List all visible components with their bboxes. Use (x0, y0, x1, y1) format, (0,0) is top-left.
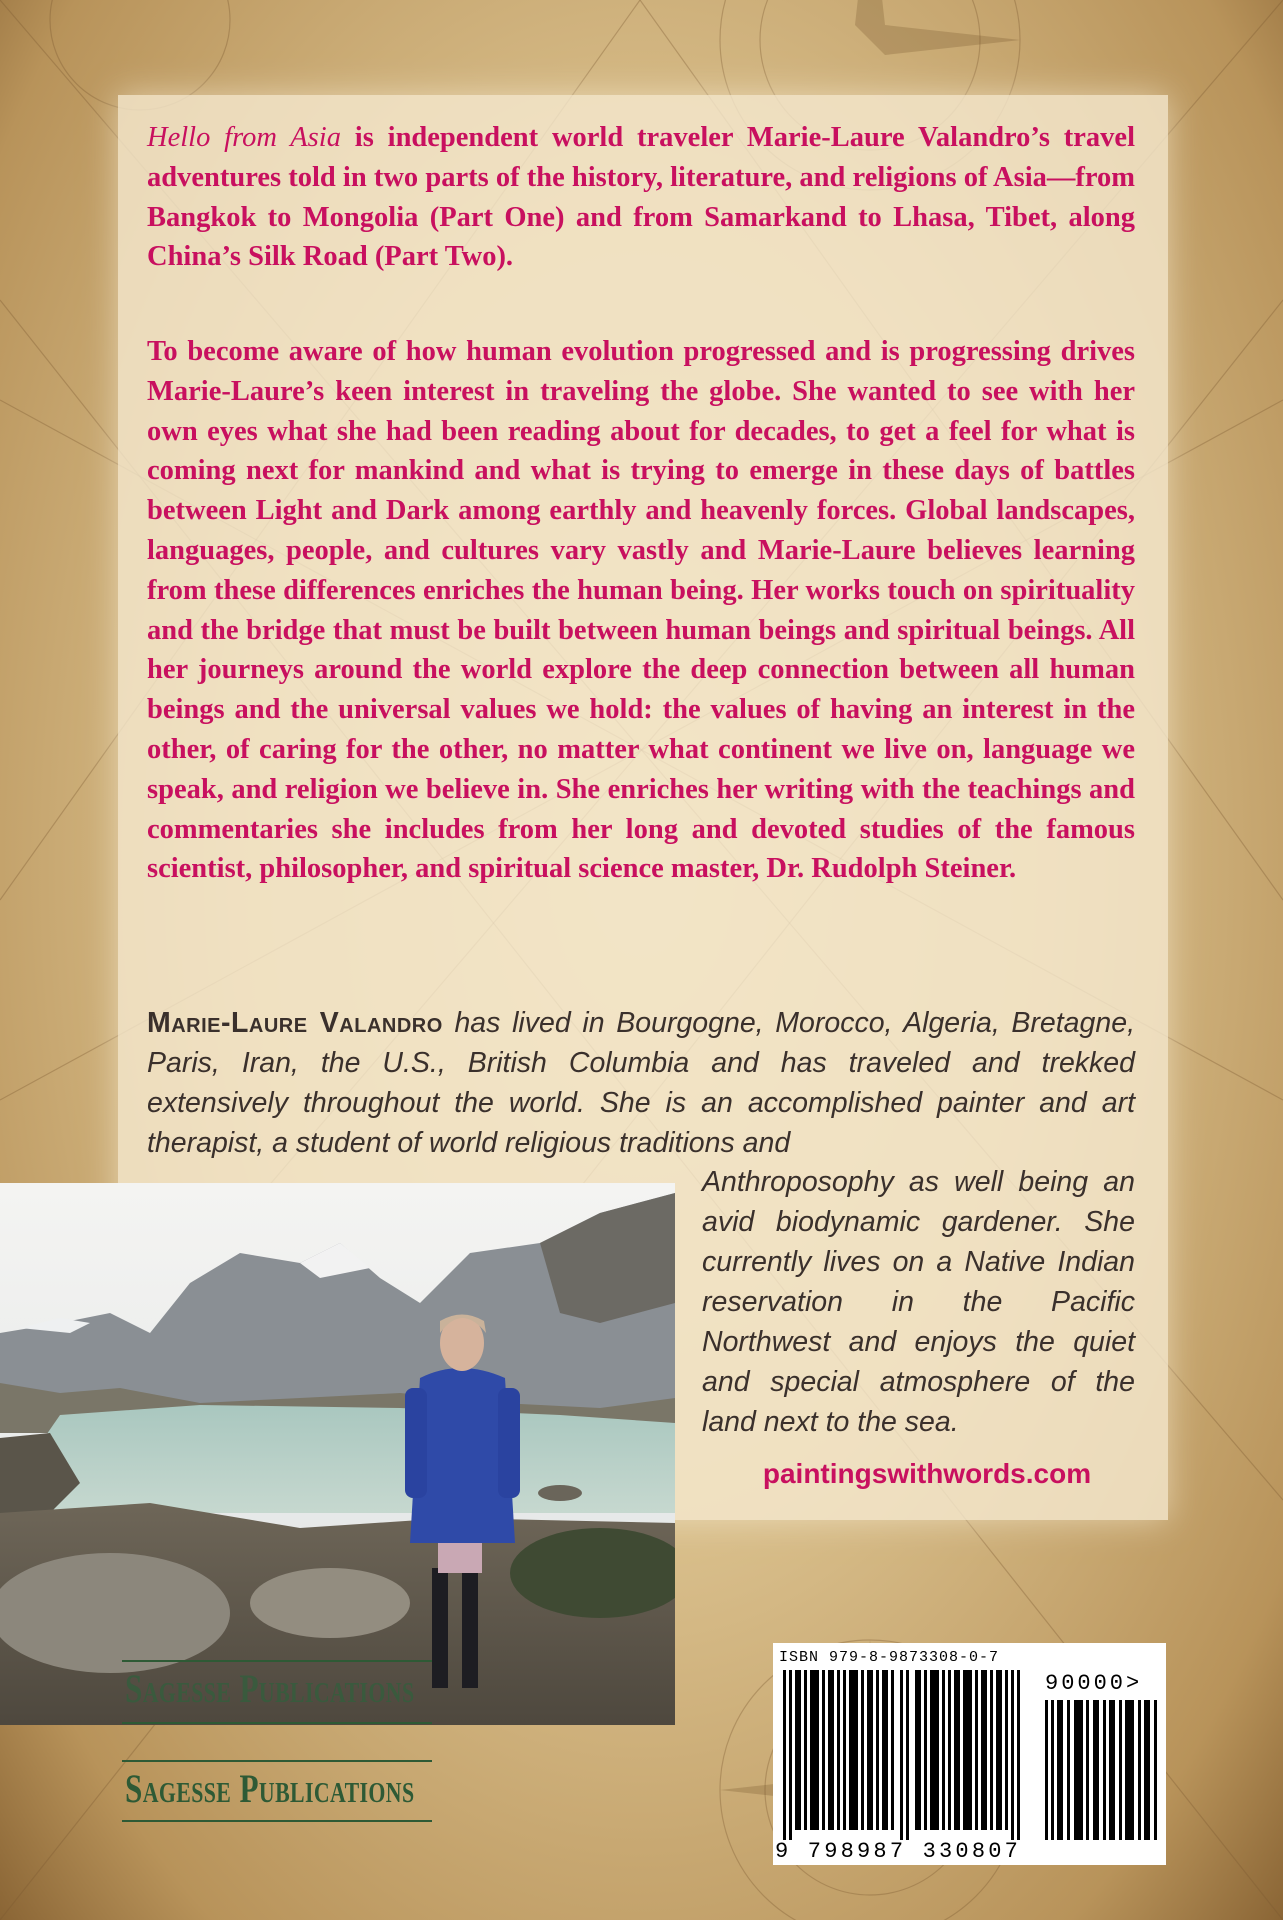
publisher-logo-faded: Sagesse Publications (125, 1666, 415, 1711)
publisher-rule-bottom (122, 1820, 432, 1822)
blurb-paragraph-1 (147, 118, 1135, 277)
publisher-rule-upper (122, 1760, 432, 1762)
book-title: Hello from Asia (147, 122, 341, 153)
isbn-label: ISBN 979-8-9873308-0-7 (779, 1649, 1000, 1666)
price-barcode (1045, 1700, 1160, 1840)
author-photo-image (0, 1183, 675, 1725)
ean-number: 9 798987 330807 (775, 1839, 1022, 1864)
ean-barcode (783, 1670, 1033, 1840)
publisher-rule-top (122, 1660, 432, 1662)
publisher-logo: Sagesse Publications (125, 1766, 415, 1811)
blurb-paragraph-1-text: is independent world traveler Marie-Laure Valandro’s travel adventures told in two parts of the history, literature, and religions of Asia—from Bangkok to Mongolia (Part One) and from Samarkand to Lhasa, Tibet, along China’s Silk Road (Part Two). (147, 122, 1135, 273)
author-bio (147, 1003, 1135, 1163)
author-name: Marie-Laure Valandro (147, 1007, 443, 1039)
author-bio-text: has lived in Bourgogne, Morocco, Algeria, Bretagne, Paris, Iran, the U.S., British Columbia and has traveled and trekked extensively throughout the world. She is an accomplished painter and art therapist, a student of world religious traditions and (147, 1007, 1135, 1159)
blurb-paragraph-2: To become aware of how human evolution progressed and is progressing drives Marie-Laure’s keen interest in traveling the globe. She wanted to see with her own eyes what she had been reading about for decades, to get a feel for what is coming next for mankind and what is trying to emerge in these days of battles between Light and Dark among earthly and heavenly forces. Global landscapes, languages, people, and cultures vary vastly and Marie-Laure believes learning from these differences enriches the human being. Her works touch on spirituality and the bridge that must be built between human beings and spiritual beings. All her journeys around the world explore the deep connection between all human beings and the universal values we hold: the values of having an interest in the other, of caring for the other, no matter what continent we live on, language we speak, and religion we believe in. She enriches her writing with the teachings and commentaries she includes from her long and devoted studies of the famous scientist, philosopher, and spiritual science master, Dr. Rudolph Steiner. (147, 336, 1135, 885)
website-link[interactable]: paintingswithwords.com (762, 1458, 1092, 1489)
author-bio-continued: Anthroposophy as well being an avid biodynamic gardener. She currently lives on a Native Indian reservation in the Pacific Northwest and enjoys the quiet and special atmosphere of the land next to the sea. (702, 1166, 1135, 1438)
price-code: 90000> (1045, 1671, 1143, 1696)
publisher-rule-mid (122, 1722, 432, 1724)
author-photo (0, 1183, 675, 1725)
